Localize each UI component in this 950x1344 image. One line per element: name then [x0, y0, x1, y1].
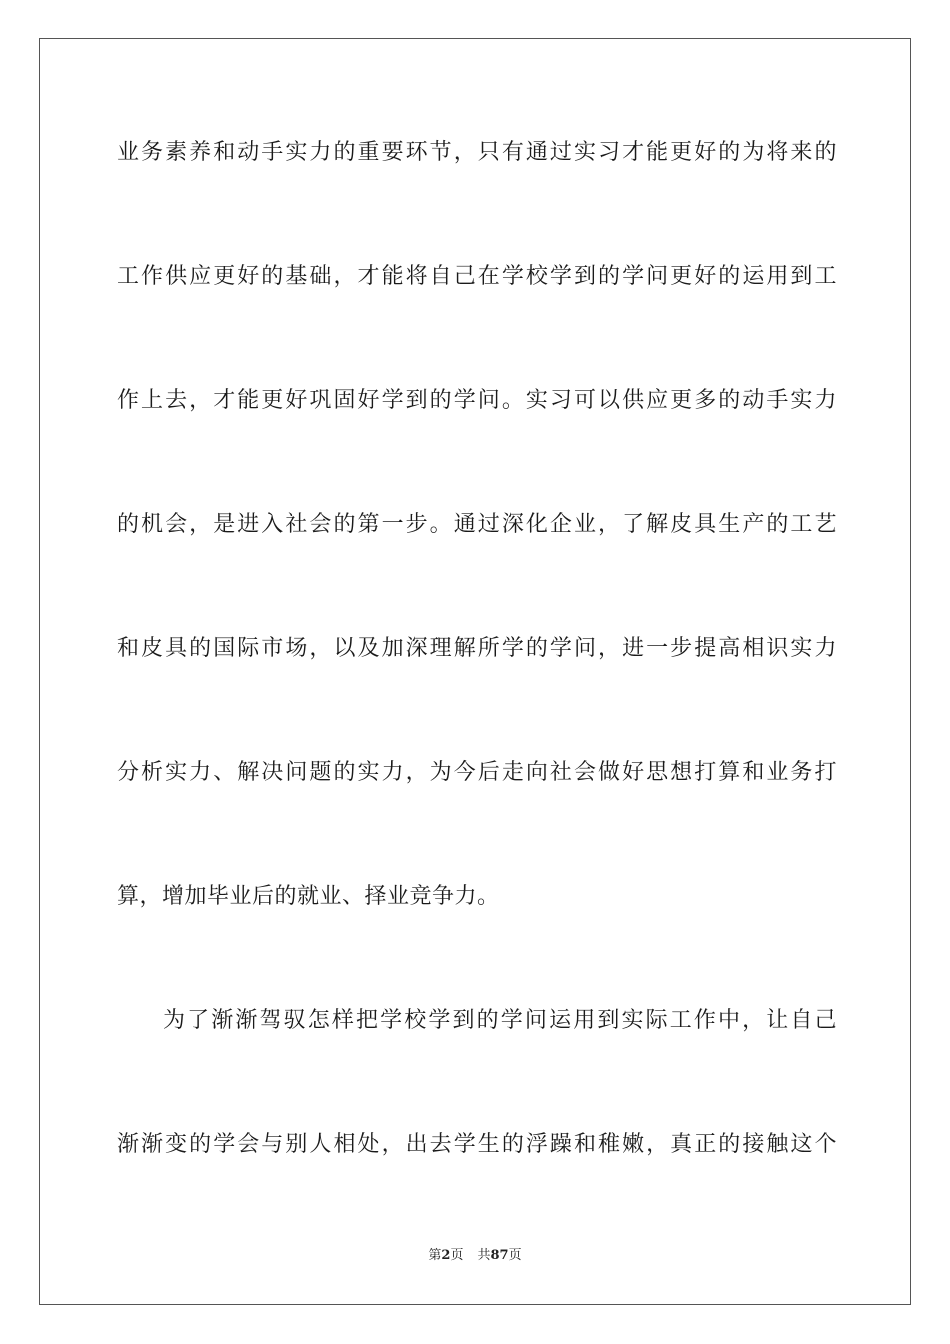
body-text-line-6: 分析实力、解决问题的实力，为今后走向社会做好思想打算和业务打: [117, 760, 837, 785]
total-label-prefix: 共: [477, 1248, 491, 1263]
total-pages: 87: [490, 1248, 509, 1263]
page-number: 2: [441, 1248, 451, 1263]
body-text-line-2: 工作供应更好的基础，才能将自己在学校学到的学问更好的运用到工: [117, 264, 837, 289]
body-text-line-9: 渐渐变的学会与别人相处，出去学生的浮躁和稚嫩，真正的接触这个: [117, 1132, 837, 1157]
paragraph-first-line: 为了渐渐驾驭怎样把学校学到的学问运用到实际工作中，让自己: [163, 1008, 837, 1033]
body-text-line-3: 作上去，才能更好巩固好学到的学问。实习可以供应更多的动手实力: [117, 388, 837, 413]
body-text-line-4: 的机会，是进入社会的第一步。通过深化企业，了解皮具生产的工艺: [117, 512, 837, 537]
body-text-line-5: 和皮具的国际市场，以及加深理解所学的学问，进一步提高相识实力: [117, 636, 837, 661]
page-label-suffix: 页: [450, 1248, 464, 1263]
total-label-suffix: 页: [508, 1248, 522, 1263]
page-frame: [39, 38, 911, 1305]
page-label-prefix: 第: [428, 1248, 442, 1263]
body-text-line-7: 算，增加毕业后的就业、择业竞争力。: [117, 884, 500, 909]
body-text-line-1: 业务素养和动手实力的重要环节，只有通过实习才能更好的为将来的: [117, 140, 837, 165]
page-footer: [0, 1247, 950, 1265]
